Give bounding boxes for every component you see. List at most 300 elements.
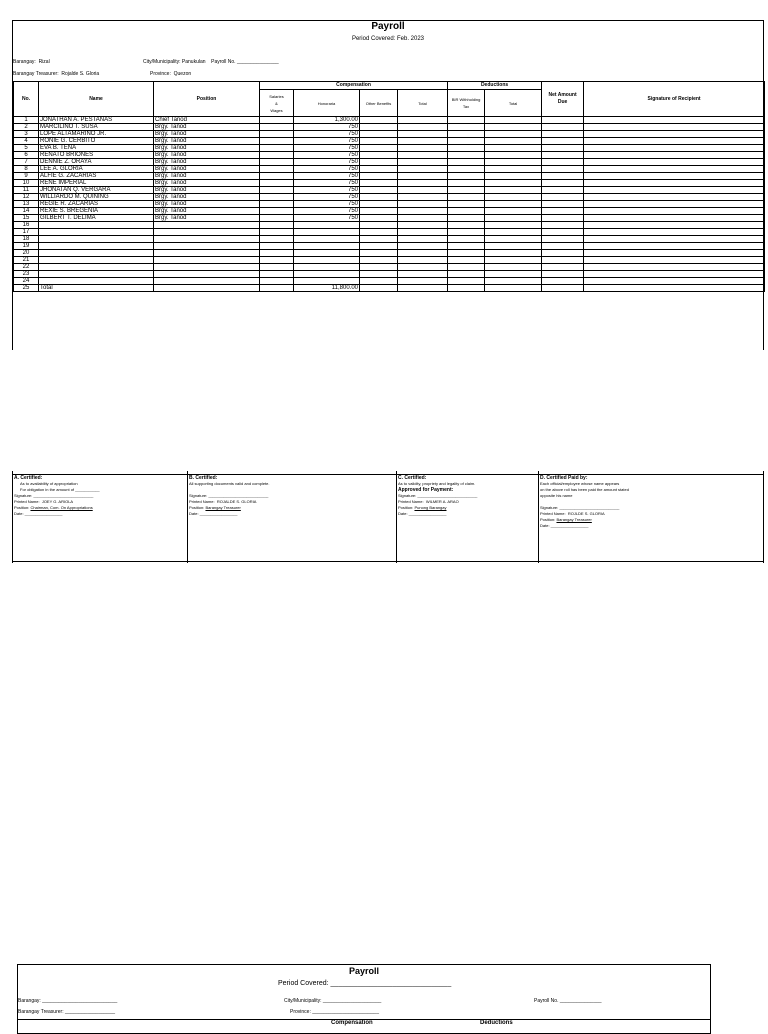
row-comp-total [398, 187, 448, 194]
row-other-benefits [360, 159, 398, 166]
row-number: 21 [14, 257, 39, 264]
row-salaries [260, 222, 294, 229]
table-row [14, 166, 765, 173]
table-row [14, 124, 765, 131]
row-position: Brgy. Tanod [154, 208, 260, 215]
row-number: 18 [14, 236, 39, 243]
payroll-sheet [12, 20, 764, 350]
row-ded-total [485, 131, 542, 138]
row-position: Chief Tanod [154, 117, 260, 124]
row-ded-total [485, 201, 542, 208]
table-row [14, 250, 765, 257]
row-bir-tax [448, 166, 485, 173]
row-other-benefits [360, 285, 398, 292]
row-net-amount [542, 201, 584, 208]
row-name [39, 250, 154, 257]
row-name [39, 264, 154, 271]
row-net-amount [542, 124, 584, 131]
row-ded-total [485, 229, 542, 236]
col-position: Position [154, 82, 260, 117]
row-signature [584, 117, 765, 124]
row-other-benefits [360, 278, 398, 285]
row-position: Brgy. Tanod [154, 152, 260, 159]
table-row [14, 194, 765, 201]
row-other-benefits [360, 173, 398, 180]
row-salaries [260, 257, 294, 264]
col-ded-total: Total [485, 90, 542, 117]
blank-period-covered: Period Covered: _______________________________ [278, 980, 452, 987]
row-other-benefits [360, 152, 398, 159]
row-ded-total [485, 194, 542, 201]
row-name: RONIE G. CERBITO [39, 138, 154, 145]
row-position [154, 257, 260, 264]
row-other-benefits [360, 250, 398, 257]
row-signature [584, 194, 765, 201]
row-ded-total [485, 117, 542, 124]
table-row [14, 180, 765, 187]
row-comp-total [398, 138, 448, 145]
row-honoraria [294, 250, 360, 257]
table-row [14, 152, 765, 159]
row-comp-total [398, 173, 448, 180]
row-signature [584, 222, 765, 229]
row-number: 22 [14, 264, 39, 271]
row-other-benefits [360, 264, 398, 271]
row-comp-total [398, 271, 448, 278]
row-salaries [260, 229, 294, 236]
row-net-amount [542, 222, 584, 229]
row-net-amount [542, 257, 584, 264]
table-row [14, 285, 765, 292]
row-salaries [260, 180, 294, 187]
row-bir-tax [448, 194, 485, 201]
row-salaries [260, 187, 294, 194]
row-net-amount [542, 215, 584, 222]
row-comp-total [398, 194, 448, 201]
row-bir-tax [448, 152, 485, 159]
row-other-benefits [360, 194, 398, 201]
row-name [39, 243, 154, 250]
blank-barangay-field: Barangay: ___________________________ [18, 998, 118, 1004]
col-bir-tax: BIR Withholding Tax [448, 90, 485, 117]
row-number: 20 [14, 250, 39, 257]
cert-d: D. Certified Paid by: Each official/employee whose name appears on the above roll has been paid the amount stated opposite his name Signature: ___________________________ Printed Name: ROJLDE S. GLORIA Position: Barangay Treasurer Date: _________________ [540, 475, 760, 561]
col-comp-total: Total [398, 90, 448, 117]
row-salaries [260, 243, 294, 250]
row-bir-tax [448, 124, 485, 131]
row-honoraria: 750 [294, 124, 360, 131]
table-row [14, 117, 765, 124]
row-name: RENATO BRIONES [39, 152, 154, 159]
city-field: City/Municipality: Panukulan Payroll No. _______________ [143, 59, 279, 65]
row-salaries [260, 166, 294, 173]
row-signature [584, 138, 765, 145]
row-honoraria [294, 278, 360, 285]
row-bir-tax [448, 173, 485, 180]
row-name: REXIE S. BREGENIA [39, 208, 154, 215]
row-signature [584, 264, 765, 271]
col-net-amount: Net Amount Due [542, 82, 584, 117]
row-signature [584, 257, 765, 264]
row-net-amount [542, 264, 584, 271]
row-bir-tax [448, 278, 485, 285]
certification-block [12, 474, 764, 562]
row-honoraria: 1,300.00 [294, 117, 360, 124]
row-name: REGIE R. ZACARIAS [39, 201, 154, 208]
row-salaries [260, 194, 294, 201]
table-row [14, 229, 765, 236]
row-name: LOPE ALTAMARINO JR. [39, 131, 154, 138]
row-other-benefits [360, 215, 398, 222]
table-row [14, 131, 765, 138]
row-number: 16 [14, 222, 39, 229]
row-other-benefits [360, 271, 398, 278]
row-number: 5 [14, 145, 39, 152]
blank-payroll-no-field: Payroll No. _______________ [534, 998, 602, 1004]
row-honoraria: 750 [294, 173, 360, 180]
row-ded-total [485, 264, 542, 271]
row-name [39, 257, 154, 264]
row-signature [584, 159, 765, 166]
row-net-amount [542, 131, 584, 138]
row-number: 11 [14, 187, 39, 194]
row-net-amount [542, 145, 584, 152]
row-net-amount [542, 208, 584, 215]
col-compensation: Compensation [260, 82, 448, 90]
row-bir-tax [448, 250, 485, 257]
row-other-benefits [360, 257, 398, 264]
row-signature [584, 271, 765, 278]
row-signature [584, 229, 765, 236]
row-number: 13 [14, 201, 39, 208]
row-position [154, 222, 260, 229]
row-name: JONATHAN A. PESTANAS [39, 117, 154, 124]
cert-b: B. Certified: All supporting documents valid and complete. Signature: ___________________________ Printed Name: ROJALDE S. GLORIA Position: Barangay Treasurer Date: _________________ [189, 475, 389, 561]
row-number: 15 [14, 215, 39, 222]
row-honoraria: 750 [294, 208, 360, 215]
cert-b-signature: Signature: ___________________________ [189, 493, 269, 498]
row-salaries [260, 124, 294, 131]
row-bir-tax [448, 117, 485, 124]
row-comp-total [398, 166, 448, 173]
row-other-benefits [360, 201, 398, 208]
row-salaries [260, 285, 294, 292]
row-bir-tax [448, 187, 485, 194]
cert-a-signature: Signature: ___________________________ [14, 493, 94, 498]
row-salaries [260, 152, 294, 159]
row-bir-tax [448, 201, 485, 208]
row-bir-tax [448, 271, 485, 278]
row-comp-total [398, 257, 448, 264]
col-no: No. [14, 82, 39, 117]
row-ded-total [485, 250, 542, 257]
row-position: Brgy. Tanod [154, 180, 260, 187]
row-comp-total [398, 250, 448, 257]
row-bir-tax [448, 138, 485, 145]
row-salaries [260, 131, 294, 138]
row-salaries [260, 173, 294, 180]
row-other-benefits [360, 187, 398, 194]
row-name [39, 222, 154, 229]
row-ded-total [485, 222, 542, 229]
row-comp-total [398, 285, 448, 292]
row-comp-total [398, 264, 448, 271]
row-signature [584, 201, 765, 208]
row-honoraria [294, 257, 360, 264]
row-salaries [260, 201, 294, 208]
row-position [154, 250, 260, 257]
row-bir-tax [448, 285, 485, 292]
row-name: WILLIARDO M. QUINING [39, 194, 154, 201]
row-net-amount [542, 278, 584, 285]
row-honoraria: 750 [294, 201, 360, 208]
row-signature [584, 215, 765, 222]
row-net-amount [542, 250, 584, 257]
table-row [14, 243, 765, 250]
row-comp-total [398, 229, 448, 236]
row-number: 25 [14, 285, 39, 292]
header-row-1 [14, 82, 765, 90]
row-number: 7 [14, 159, 39, 166]
table-row [14, 257, 765, 264]
row-signature [584, 243, 765, 250]
row-other-benefits [360, 145, 398, 152]
row-signature [584, 236, 765, 243]
row-signature [584, 285, 765, 292]
row-number: 14 [14, 208, 39, 215]
row-number: 9 [14, 173, 39, 180]
row-comp-total [398, 180, 448, 187]
row-name: EVA B. TENA [39, 145, 154, 152]
row-ded-total [485, 257, 542, 264]
row-net-amount [542, 187, 584, 194]
row-honoraria: 750 [294, 180, 360, 187]
row-signature [584, 250, 765, 257]
payroll-rows [14, 117, 765, 292]
row-signature [584, 131, 765, 138]
row-comp-total [398, 201, 448, 208]
row-signature [584, 145, 765, 152]
row-position [154, 229, 260, 236]
row-ded-total [485, 187, 542, 194]
table-row [14, 236, 765, 243]
row-signature [584, 152, 765, 159]
row-salaries [260, 278, 294, 285]
row-name: JHONATAN Q. VERGARA [39, 187, 154, 194]
row-bir-tax [448, 131, 485, 138]
row-net-amount [542, 285, 584, 292]
row-other-benefits [360, 180, 398, 187]
row-bir-tax [448, 243, 485, 250]
row-honoraria: 750 [294, 138, 360, 145]
barangay-field: Barangay: Rizal [13, 59, 50, 65]
row-salaries [260, 236, 294, 243]
row-name: DENNIE Z. ORAYA [39, 159, 154, 166]
row-ded-total [485, 166, 542, 173]
row-name: RENE IMPERIAL [39, 180, 154, 187]
row-signature [584, 173, 765, 180]
row-net-amount [542, 243, 584, 250]
row-name: ALFIE G. ZACARIAS [39, 173, 154, 180]
row-bir-tax [448, 229, 485, 236]
row-bir-tax [448, 222, 485, 229]
row-signature [584, 187, 765, 194]
table-row [14, 173, 765, 180]
row-ded-total [485, 138, 542, 145]
row-number: 10 [14, 180, 39, 187]
row-other-benefits [360, 131, 398, 138]
row-net-amount [542, 117, 584, 124]
row-number: 3 [14, 131, 39, 138]
row-net-amount [542, 138, 584, 145]
blank-province-field: Province: ________________________ [290, 1009, 379, 1015]
table-row [14, 138, 765, 145]
row-comp-total [398, 131, 448, 138]
row-other-benefits [360, 124, 398, 131]
row-comp-total [398, 215, 448, 222]
table-row [14, 278, 765, 285]
payroll-title: Payroll [371, 21, 405, 32]
row-comp-total [398, 117, 448, 124]
row-honoraria [294, 271, 360, 278]
row-comp-total [398, 243, 448, 250]
row-comp-total [398, 222, 448, 229]
row-net-amount [542, 180, 584, 187]
row-other-benefits [360, 208, 398, 215]
row-salaries [260, 159, 294, 166]
row-other-benefits [360, 243, 398, 250]
table-row [14, 271, 765, 278]
row-honoraria [294, 229, 360, 236]
cert-c: C. Certified: As to validity, propriety and legality of claim. Approved for Payment: Signature: ___________________________ Printed Name: WILMER A. ARAO Position: Punong Barangay Date: _________________ [398, 475, 536, 561]
row-ded-total [485, 243, 542, 250]
row-salaries [260, 138, 294, 145]
row-ded-total [485, 180, 542, 187]
row-number: 6 [14, 152, 39, 159]
row-net-amount [542, 229, 584, 236]
row-net-amount [542, 236, 584, 243]
row-position [154, 278, 260, 285]
row-position: Brgy. Tanod [154, 166, 260, 173]
row-honoraria: 750 [294, 145, 360, 152]
row-number: 17 [14, 229, 39, 236]
row-comp-total [398, 278, 448, 285]
row-other-benefits [360, 236, 398, 243]
col-name: Name [39, 82, 154, 117]
row-ded-total [485, 145, 542, 152]
row-comp-total [398, 159, 448, 166]
row-honoraria [294, 222, 360, 229]
row-other-benefits [360, 229, 398, 236]
row-position [154, 236, 260, 243]
row-salaries [260, 208, 294, 215]
row-salaries [260, 215, 294, 222]
row-ded-total [485, 152, 542, 159]
row-honoraria: 750 [294, 159, 360, 166]
table-row [14, 208, 765, 215]
table-row [14, 201, 765, 208]
row-honoraria: 11,800.00 [294, 285, 360, 292]
row-net-amount [542, 166, 584, 173]
cert-a: A. Certified: As to availability of appropriation For obligation in the amount of ___________ Signature: ___________________________ Printed Name: JOEY G. ARIOLA Position: Chairman, Com. On Appropriations Date: _________________ [14, 475, 184, 561]
row-position: Brgy. Tanod [154, 201, 260, 208]
row-number: 24 [14, 278, 39, 285]
row-honoraria: 750 [294, 131, 360, 138]
row-ded-total [485, 124, 542, 131]
row-position: Brgy. Tanod [154, 194, 260, 201]
row-ded-total [485, 278, 542, 285]
row-position: Brgy. Tanod [154, 124, 260, 131]
row-number: 4 [14, 138, 39, 145]
row-honoraria: 750 [294, 215, 360, 222]
blank-city-field: City/Municipality: _____________________ [284, 998, 382, 1004]
row-net-amount [542, 271, 584, 278]
row-honoraria [294, 264, 360, 271]
row-ded-total [485, 215, 542, 222]
payroll-table [13, 81, 765, 292]
row-comp-total [398, 145, 448, 152]
row-position: Brgy. Tanod [154, 159, 260, 166]
row-signature [584, 166, 765, 173]
row-name: LEE A. GLORIA [39, 166, 154, 173]
row-number: 19 [14, 243, 39, 250]
row-number: 2 [14, 124, 39, 131]
col-deductions: Deductions [448, 82, 542, 90]
row-number: 8 [14, 166, 39, 173]
row-position: Brgy. Tanod [154, 138, 260, 145]
row-honoraria [294, 243, 360, 250]
row-position: Brgy. Tanod [154, 173, 260, 180]
row-bir-tax [448, 208, 485, 215]
row-comp-total [398, 152, 448, 159]
row-ded-total [485, 271, 542, 278]
row-ded-total [485, 173, 542, 180]
row-honoraria: 750 [294, 166, 360, 173]
row-other-benefits [360, 166, 398, 173]
row-name [39, 271, 154, 278]
row-position [154, 271, 260, 278]
cert-c-signature: Signature: ___________________________ [398, 493, 478, 498]
row-bir-tax [448, 236, 485, 243]
row-ded-total [485, 159, 542, 166]
row-net-amount [542, 159, 584, 166]
treasurer-field: Barangay Treasurer: Rojalde S. Gloria [13, 71, 100, 77]
row-bir-tax [448, 159, 485, 166]
row-honoraria [294, 236, 360, 243]
row-salaries [260, 264, 294, 271]
row-net-amount [542, 194, 584, 201]
row-position: Brgy. Tanod [154, 145, 260, 152]
row-honoraria: 750 [294, 152, 360, 159]
row-net-amount [542, 152, 584, 159]
table-row [14, 145, 765, 152]
row-bir-tax [448, 257, 485, 264]
table-row [14, 215, 765, 222]
row-name: GILBERT T. DELIMA [39, 215, 154, 222]
province-field: Province: Quezon [150, 71, 192, 77]
col-other-benefits: Other Benefits [360, 90, 398, 117]
row-comp-total [398, 236, 448, 243]
row-bir-tax [448, 180, 485, 187]
row-position [154, 243, 260, 250]
cert-d-signature: Signature: ___________________________ [540, 505, 620, 510]
blank-payroll-title: Payroll [348, 966, 379, 976]
row-bir-tax [448, 264, 485, 271]
row-bir-tax [448, 145, 485, 152]
table-row [14, 187, 765, 194]
row-signature [584, 278, 765, 285]
row-salaries [260, 117, 294, 124]
